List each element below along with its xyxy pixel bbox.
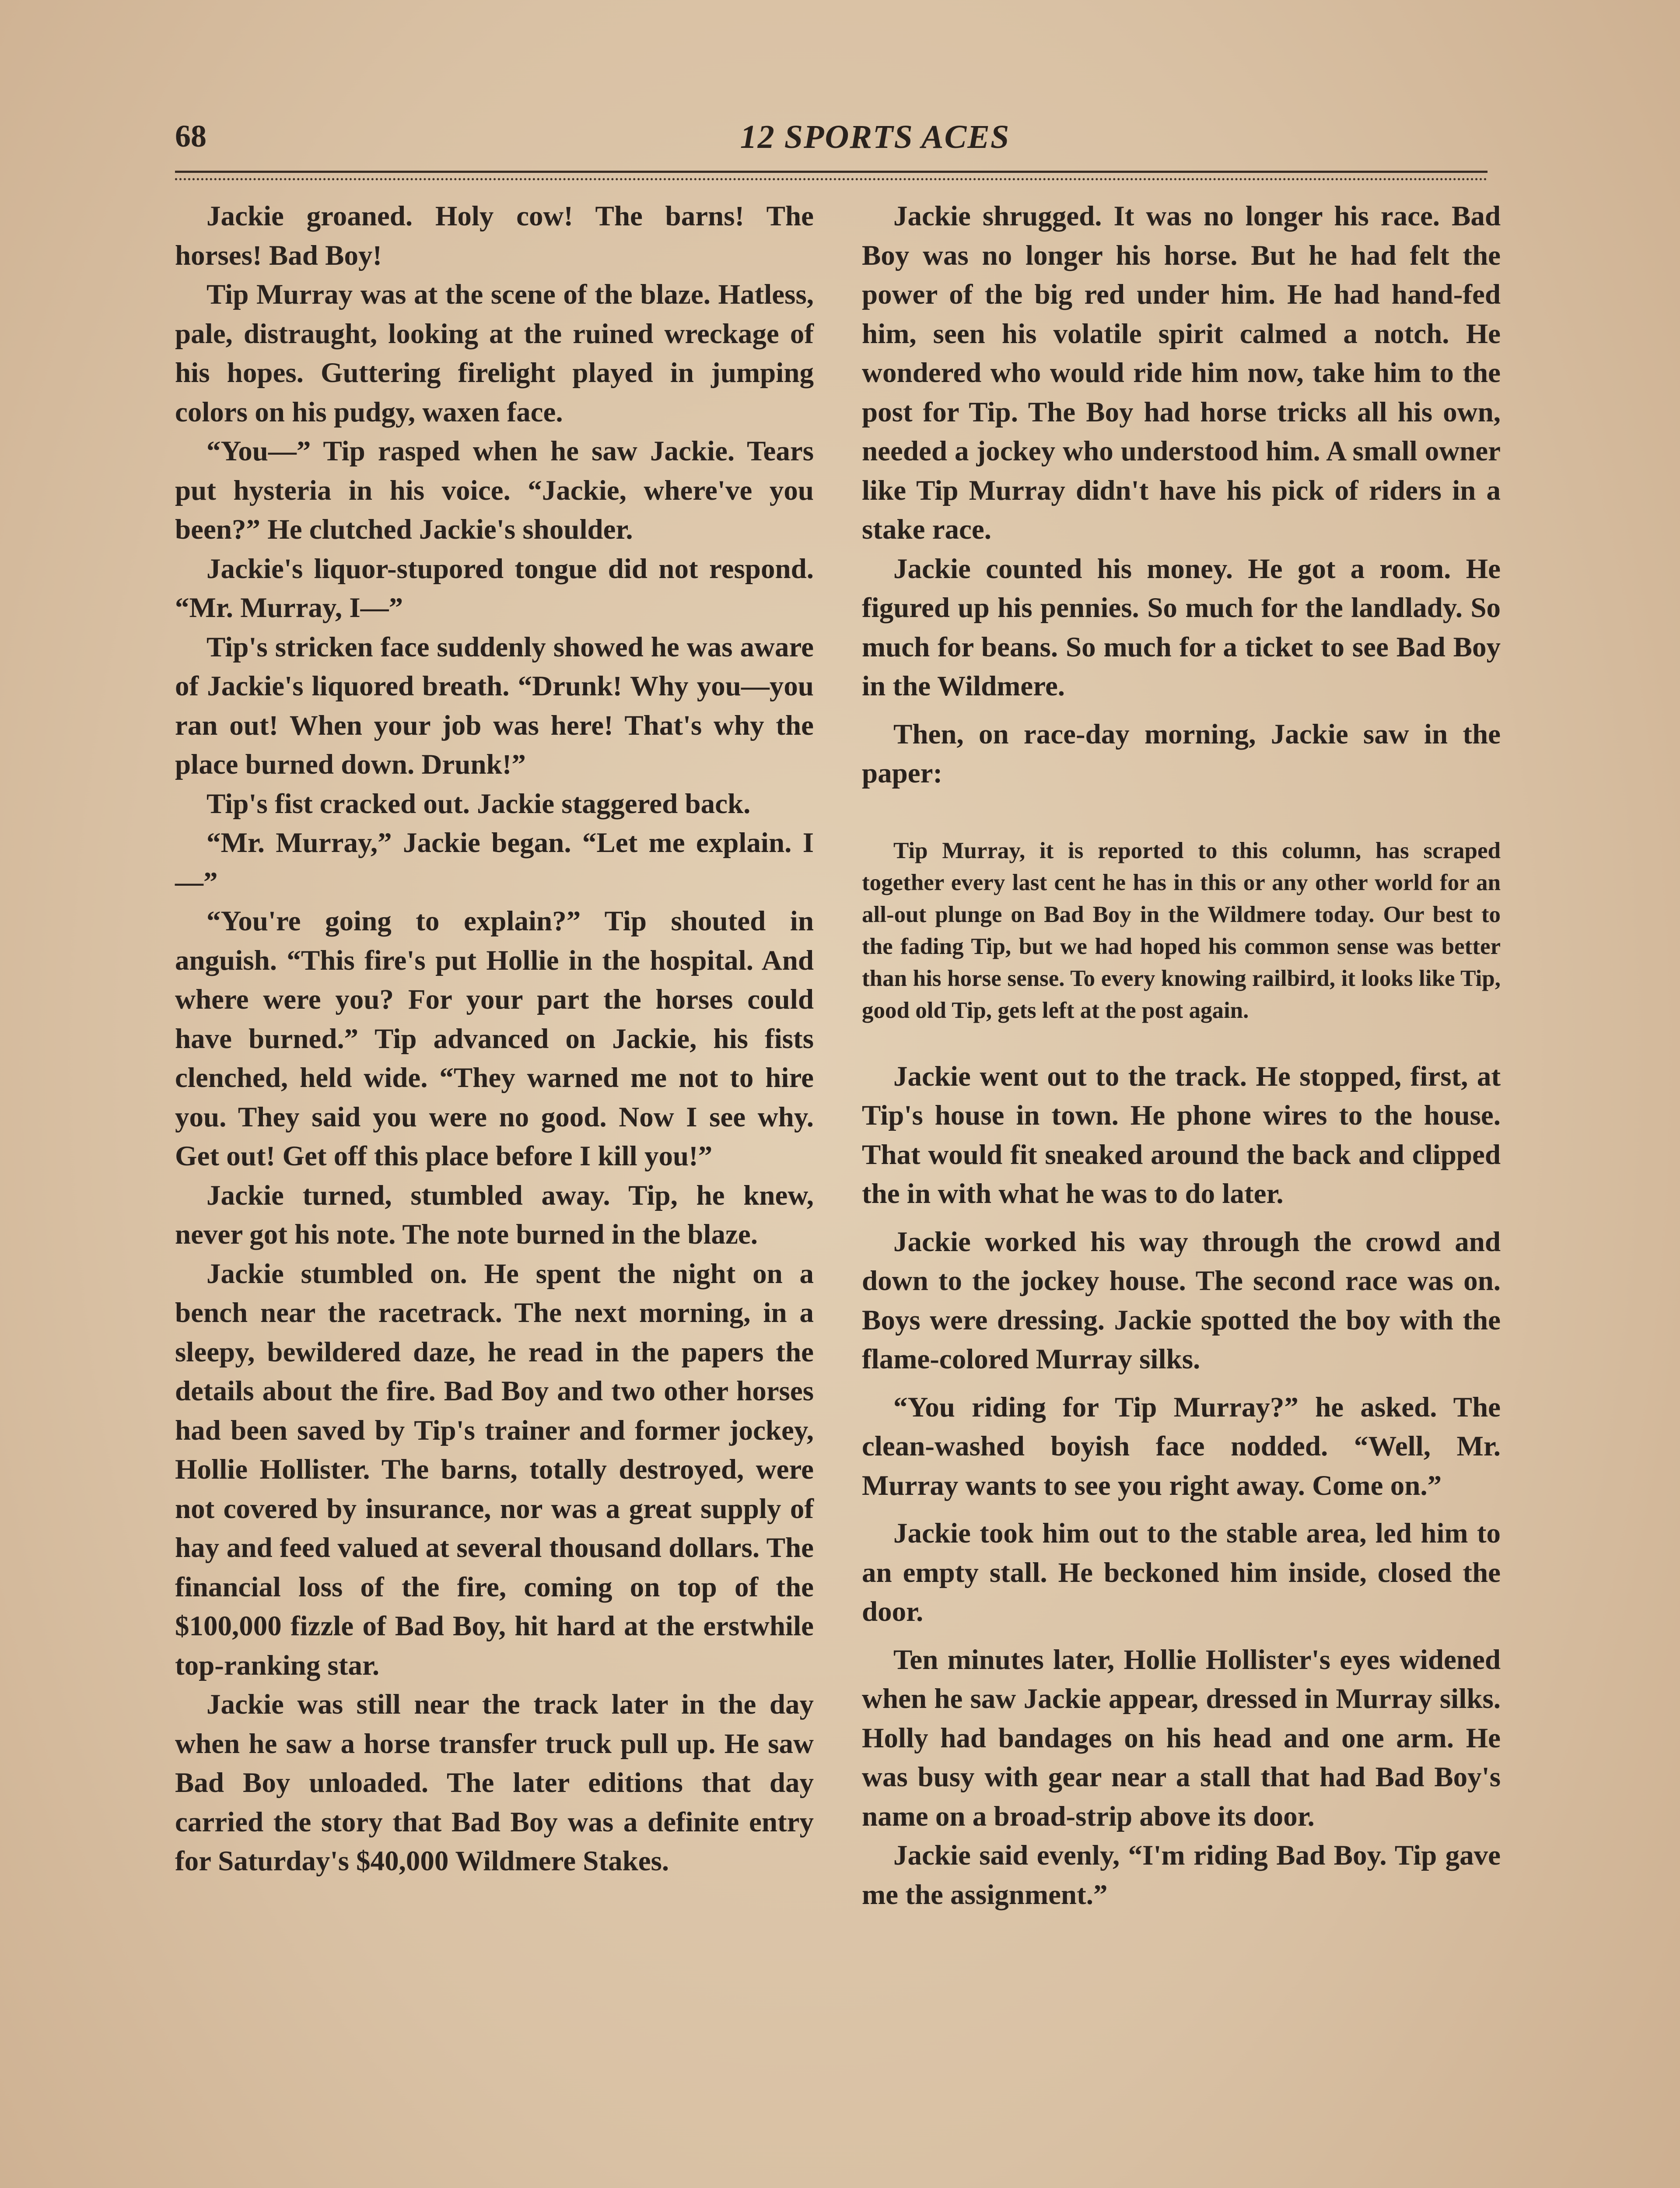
paragraph: Tip Murray was at the scene of the blaze. Hatless, pale, distraught, looking at the ruined wreckage of his hopes. Guttering firelight played in jumping colors on his pudgy, waxen face. [175,279,814,428]
page-header [175,109,1488,166]
newspaper-quote: Tip Murray, it is reported to this column, has scraped together every last cent he has in this or any other world for an all-out plunge on Bad Boy in the Wildmere today. Our best to the fading Tip, but we had hoped his common sense was better than his horse sense. To every knowing railbird, it looks like Tip, good old Tip, gets left at the post again. [862,838,1501,1023]
paragraph: Jackie worked his way through the crowd and down to the jockey house. The second race was on. Boys were dressing. Jackie spotted the boy with the flame-colored Murray silks. [862,1226,1501,1375]
paragraph: Tip's stricken face suddenly showed he was aware of Jackie's liquored breath. “Drunk! Why you—you ran out! When your job was here! That's why the place burned down. Drunk!” [175,631,814,780]
paragraph: Jackie went out to the track. He stopped, first, at Tip's house in town. He phone wires to the house. That would fit sneaked around the back and clipped the in with what he was to do later. [862,1060,1501,1210]
paragraph: Jackie counted his money. He got a room. He figured up his pennies. So much for the landlady. So much for beans. So much for a ticket to see Bad Boy in the Wildmere. [862,553,1501,702]
page-number: 68 [175,119,206,154]
paragraph: Jackie was still near the track later in the day when he saw a horse transfer truck pull up. He saw Bad Boy unloaded. The later editions that day carried the story that Bad Boy was a definite entry for Saturday's $40,000 Wildmere Stakes. [175,1689,814,1877]
paragraph: Tip's fist cracked out. Jackie staggered back. [206,788,751,820]
paragraph: Jackie groaned. Holy cow! The barns! The horses! Bad Boy! [175,200,814,271]
paragraph: “You—” Tip rasped when he saw Jackie. Tears put hysteria in his voice. “Jackie, where've you been?” He clutched Jackie's shoulder. [175,435,814,545]
paragraph: “You're going to explain?” Tip shouted in anguish. “This fire's put Hollie in the hospital. And where were you? For your part the horses could have burned.” Tip advanced on Jackie, his fists clenched, held wide. “They warned me not to hire you. They said you were no good. Now I see why. Get out! Get off this place before I kill you!” [175,905,814,1172]
paragraph: Jackie shrugged. It was no longer his race. Bad Boy was no longer his horse. But he had felt the power of the big red under him. He had hand-fed him, seen his volatile spirit calmed a notch. He wondered who would ride him now, take him to the post for Tip. The Boy had horse tricks all his own, needed a jockey who understood him. A small owner like Tip Murray didn't have his pick of riders in a stake race. [862,200,1501,545]
paragraph: Then, on race-day morning, Jackie saw in the paper: [862,718,1501,789]
paragraph: Jackie stumbled on. He spent the night on a bench near the racetrack. The next morning, in a sleepy, bewildered daze, he read in the papers the details about the fire. Bad Boy and two other horses had been saved by Tip's trainer and former jockey, Hollie Hollister. The barns, totally destroyed, were not covered by insurance, nor was a great supply of hay and feed valued at several thousand dollars. The financial loss of the fire, coming on top of the $100,000 fizzle of Bad Boy, hit hard at the erstwhile top-ranking star. [175,1258,814,1681]
header-rule [175,171,1488,180]
running-head: 12 SPORTS ACES [740,119,1010,155]
paragraph: “You riding for Tip Murray?” he asked. The clean-washed boyish face nodded. “Well, Mr. Murray wants to see you right away. Come on.” [862,1391,1501,1501]
left-column [175,197,814,1881]
paragraph: Jackie took him out to the stable area, led him to an empty stall. He beckoned him inside, closed the door. [862,1518,1501,1627]
right-column [862,197,1501,1914]
paragraph: Jackie turned, stumbled away. Tip, he knew, never got his note. The note burned in the blaze. [175,1179,814,1250]
paragraph: Ten minutes later, Hollie Hollister's eyes widened when he saw Jackie appear, dressed in Murray silks. Holly had bandages on his head and one arm. He was busy with gear near a stall that had Bad Boy's name on a broad-strip above its door. [862,1644,1501,1832]
paragraph: Jackie's liquor-stupored tongue did not respond. “Mr. Murray, I—” [175,553,814,624]
paragraph: “Mr. Murray,” Jackie began. “Let me explain. I—” [175,827,814,898]
paragraph: Jackie said evenly, “I'm riding Bad Boy. Tip gave me the assignment.” [862,1840,1501,1911]
